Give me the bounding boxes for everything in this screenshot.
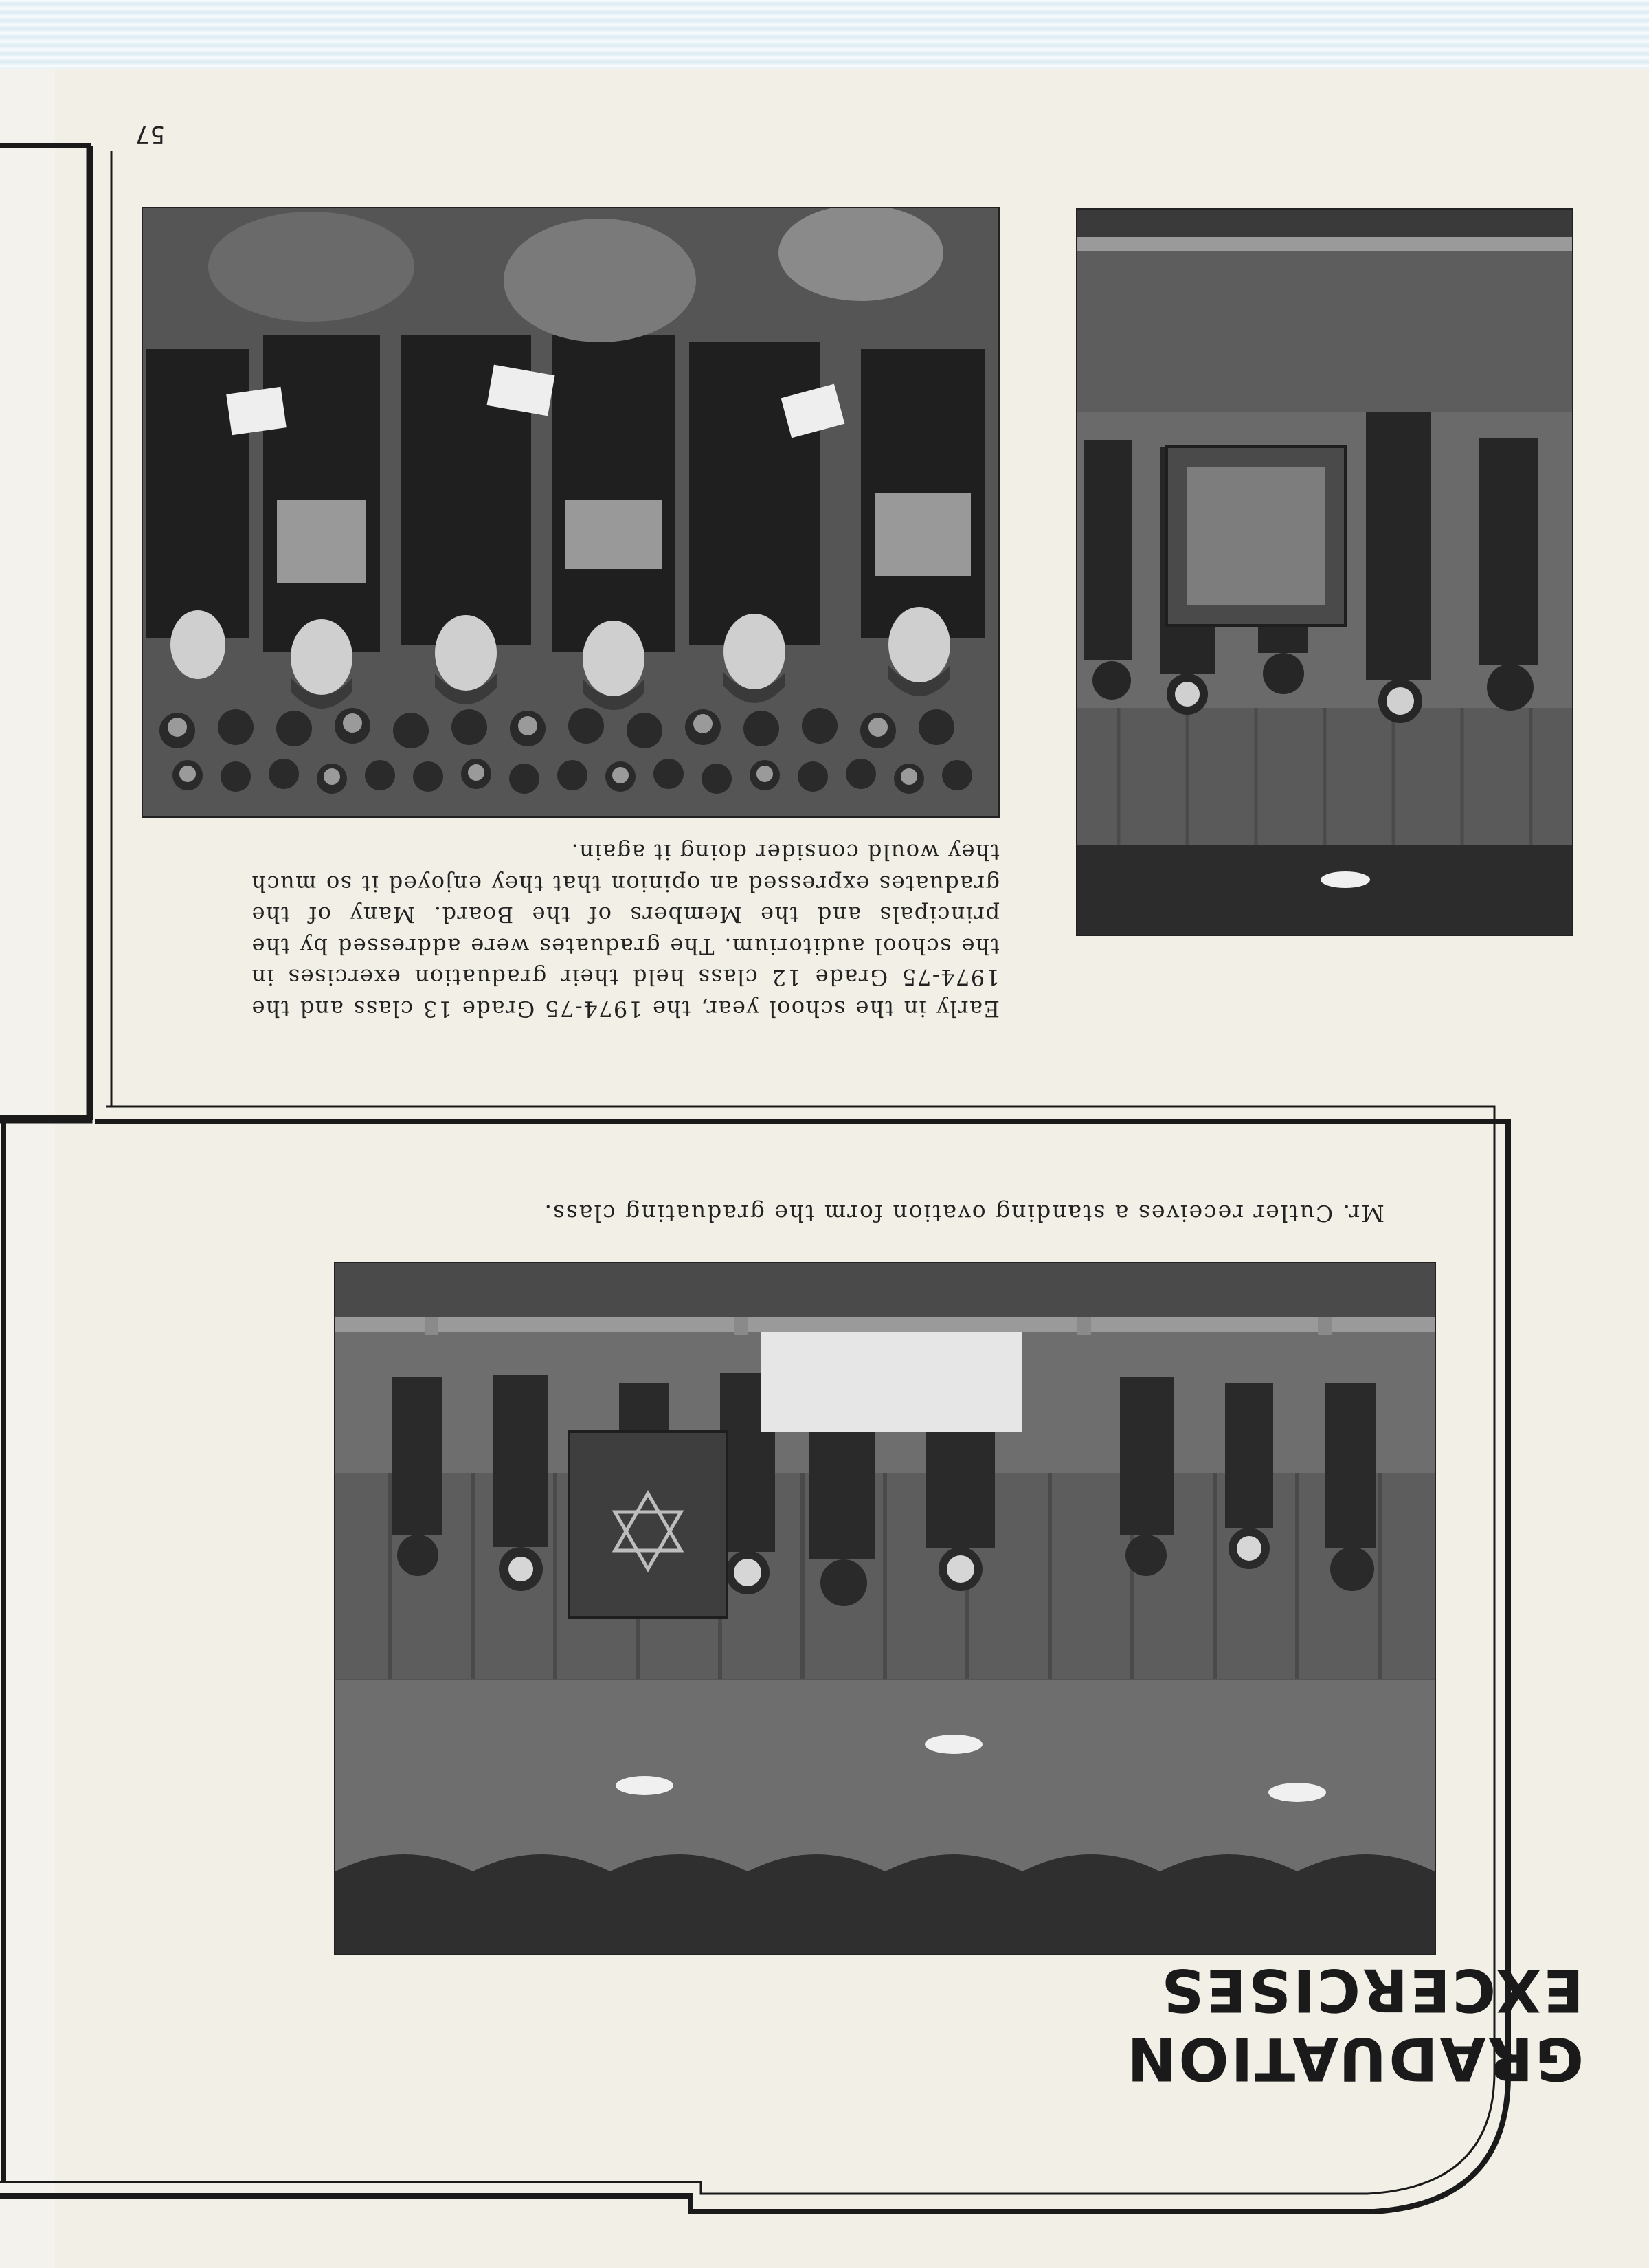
photo-stage-ceremony — [334, 1262, 1436, 1955]
article-paragraph: Early in the school year, the 1974-75 Grade 13 class and the 1974-75 Grade 12 class held their graduation exercises in the school auditorium. The graduates were addressed by the principals and the Members of the Board. Many of the graduates expressed an opinion that they enjoyed it so much they would consider doing it again. — [251, 839, 1000, 1022]
photo-audience — [142, 207, 1000, 818]
photo-caption: Mr. Cutler receives a standing ovation form the graduating class. — [543, 1200, 1384, 1227]
page-number: 57 — [135, 120, 165, 148]
photo-podium-speaker — [1076, 208, 1573, 936]
page-title: GRADUATION EXCERCISES — [1125, 1955, 1584, 2093]
